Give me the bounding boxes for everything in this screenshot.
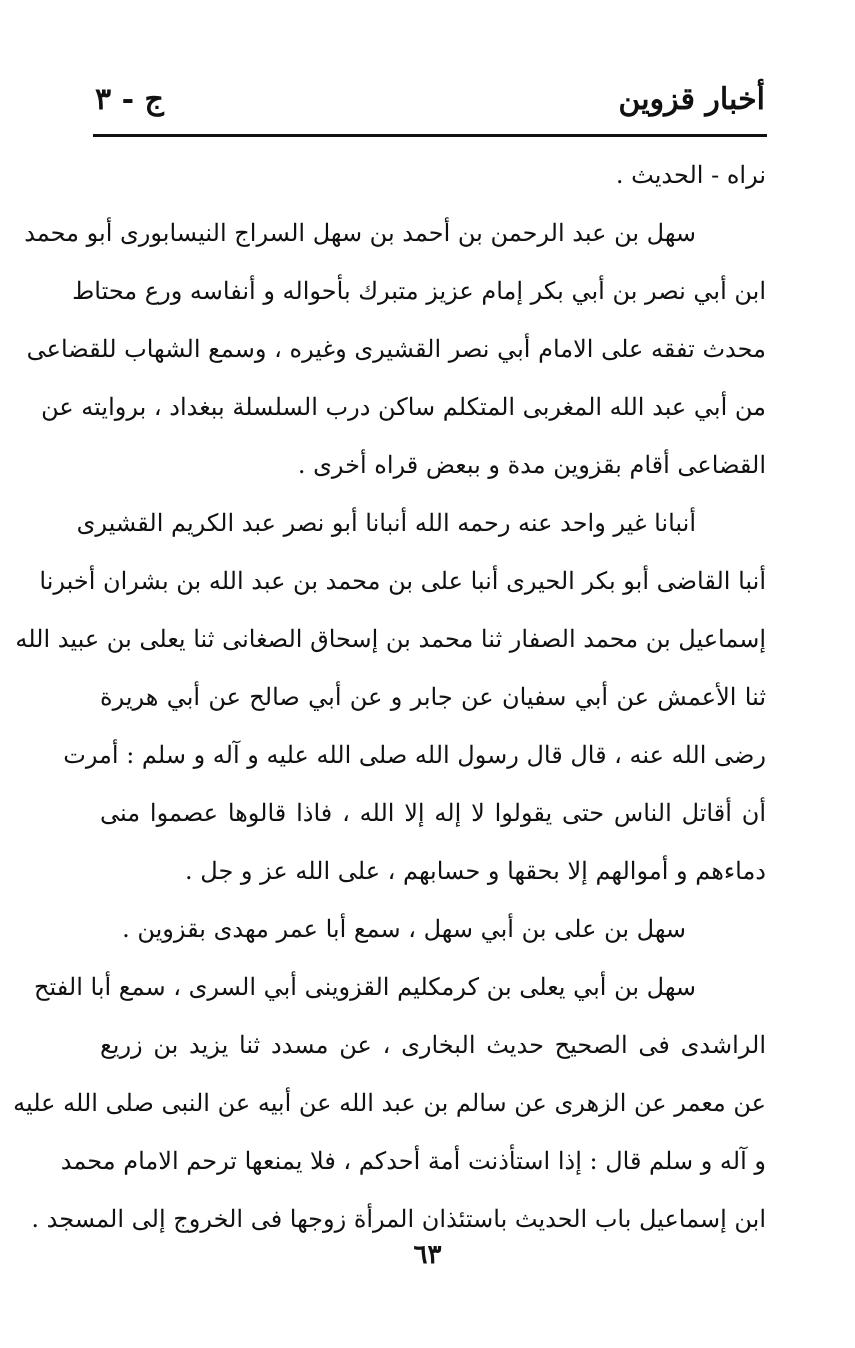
text-line: ابن إسماعيل باب الحديث باستئذان المرأة زوجها فى الخروج إلى المسجد . — [31, 1205, 766, 1233]
text-line: أن أقاتل الناس حتى يقولوا لا إله إلا الله ، فاذا قالوها عصموا منى — [100, 799, 767, 827]
text-line: القضاعى أقام بقزوين مدة و ببعض قراه أخرى . — [297, 451, 766, 479]
text-line: سهل بن أبي يعلى بن كرمكليم القزوينى أبي السرى ، سمع أبا الفتح — [34, 973, 696, 1001]
text-line: و آله و سلم قال : إذا استأذنت أمة أحدكم ، فلا يمنعها ترحم الامام محمد — [60, 1147, 766, 1175]
text-line: رضى الله عنه ، قال قال رسول الله صلى الله عليه و آله و سلم : أمرت — [63, 741, 766, 769]
text-line: سهل بن على بن أبي سهل ، سمع أبا عمر مهدى بقزوين . — [122, 915, 686, 943]
text-line: ثنا الأعمش عن أبي سفيان عن جابر و عن أبي صالح عن أبي هريرة — [100, 683, 767, 711]
page-number: ٦٣ — [413, 1240, 442, 1270]
volume-number: ج - ٣ — [95, 82, 164, 117]
running-header — [95, 82, 765, 132]
text-line: الراشدى فى الصحيح حديث البخارى ، عن مسدد ثنا يزيد بن زريع — [100, 1031, 766, 1059]
text-line: محدث تفقه على الامام أبي نصر القشيرى وغيره ، وسمع الشهاب للقضاعى — [26, 335, 766, 363]
text-line: من أبي عبد الله المغربى المتكلم ساكن درب السلسلة ببغداد ، بروايته عن — [41, 393, 766, 421]
text-line: إسماعيل بن محمد الصفار ثنا محمد بن إسحاق الصغانى ثنا يعلى بن عبيد الله — [15, 625, 766, 653]
text-line: أنبا القاضى أبو بكر الحيرى أنبا على بن محمد بن عبد الله بن بشران أخبرنا — [39, 567, 766, 595]
text-line: دماءهم و أموالهم إلا بحقها و حسابهم ، على الله عز و جل . — [185, 857, 766, 885]
book-title: أخبار قزوين — [618, 82, 765, 117]
text-line: عن معمر عن الزهرى عن سالم بن عبد الله عن أبيه عن النبى صلى الله عليه — [13, 1089, 766, 1117]
body-text — [13, 146, 767, 1248]
text-line: نراه - الحديث . — [615, 161, 766, 189]
text-line: أنبانا غير واحد عنه رحمه الله أنبانا أبو نصر عبد الكريم القشيرى — [76, 509, 696, 537]
text-line: سهل بن عبد الرحمن بن أحمد بن سهل السراج النيسابورى أبو محمد — [24, 219, 696, 247]
text-line: ابن أبي نصر بن أبي بكر إمام عزيز متبرك بأحواله و أنفاسه ورع محتاط — [72, 277, 766, 305]
header-divider — [93, 134, 767, 137]
